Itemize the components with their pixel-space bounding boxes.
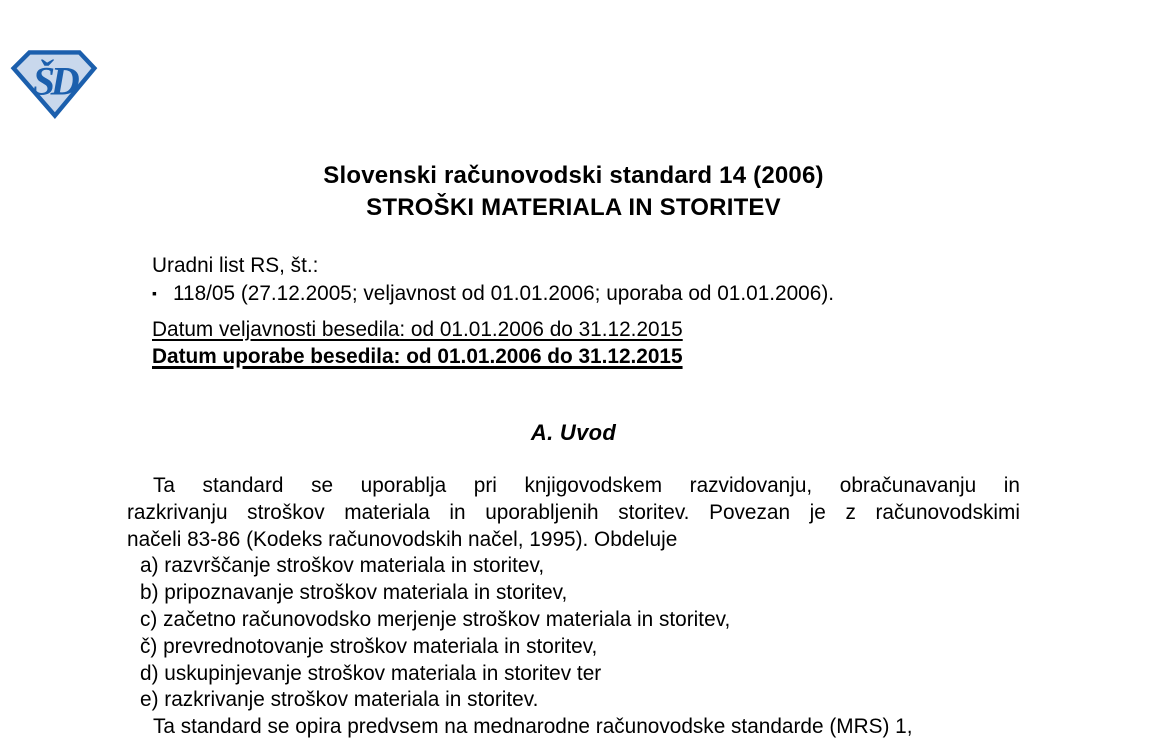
- list-item: c) začetno računovodsko merjenje stroškov materiala in storitev,: [140, 607, 731, 631]
- validity-effective-line: Datum veljavnosti besedila: od 01.01.2006 do 31.12.2015: [152, 318, 683, 341]
- gazette-entry: 118/05 (27.12.2005; veljavnost od 01.01.2006; uporaba od 01.01.2006).: [173, 281, 835, 305]
- intro-line: načeli 83-86 (Kodeks računovodskih načel, 1995). Obdeluje: [127, 527, 678, 551]
- validity-application-line: Datum uporabe besedila: od 01.01.2006 do 31.12.2015: [152, 344, 683, 368]
- continuation-paragraph: Ta standard se opira predvsem na mednarodne računovodske standarde (MRS) 1,: [153, 715, 913, 739]
- list-item: a) razvrščanje stroškov materiala in storitev,: [140, 554, 545, 578]
- intro-line: Ta standard se uporablja pri knjigovodskem razvidovanju, obračunavanju in: [153, 474, 1020, 497]
- title-line-2: STROŠKI MATERIALA IN STORITEV: [366, 194, 781, 221]
- intro-section: [127, 473, 1020, 741]
- gazette-block: [152, 253, 1020, 370]
- gazette-entry-line: [152, 280, 1020, 308]
- list-item: č) prevrednotovanje stroškov materiala in storitev,: [140, 634, 598, 658]
- list-item: d) uskupinjevanje stroškov materiala in storitev ter: [140, 661, 602, 685]
- sd-shield-logo-icon: [10, 48, 98, 120]
- title-line-1: Slovenski računovodski standard 14 (2006): [323, 162, 824, 189]
- page-title: [127, 160, 1020, 224]
- gazette-label: Uradni list RS, št.:: [152, 254, 319, 277]
- logo-letters: ŠD: [32, 58, 76, 104]
- section-heading: A. Uvod: [530, 420, 617, 445]
- list-item: e) razkrivanje stroškov materiala in storitev.: [140, 688, 539, 712]
- list-item: b) pripoznavanje stroškov materiala in storitev,: [140, 581, 568, 605]
- square-bullet-icon: ▪: [152, 284, 157, 301]
- intro-line: razkrivanju stroškov materiala in uporabljenih storitev. Povezan je z računovodskimi: [127, 500, 1020, 524]
- spacer: [152, 307, 1020, 317]
